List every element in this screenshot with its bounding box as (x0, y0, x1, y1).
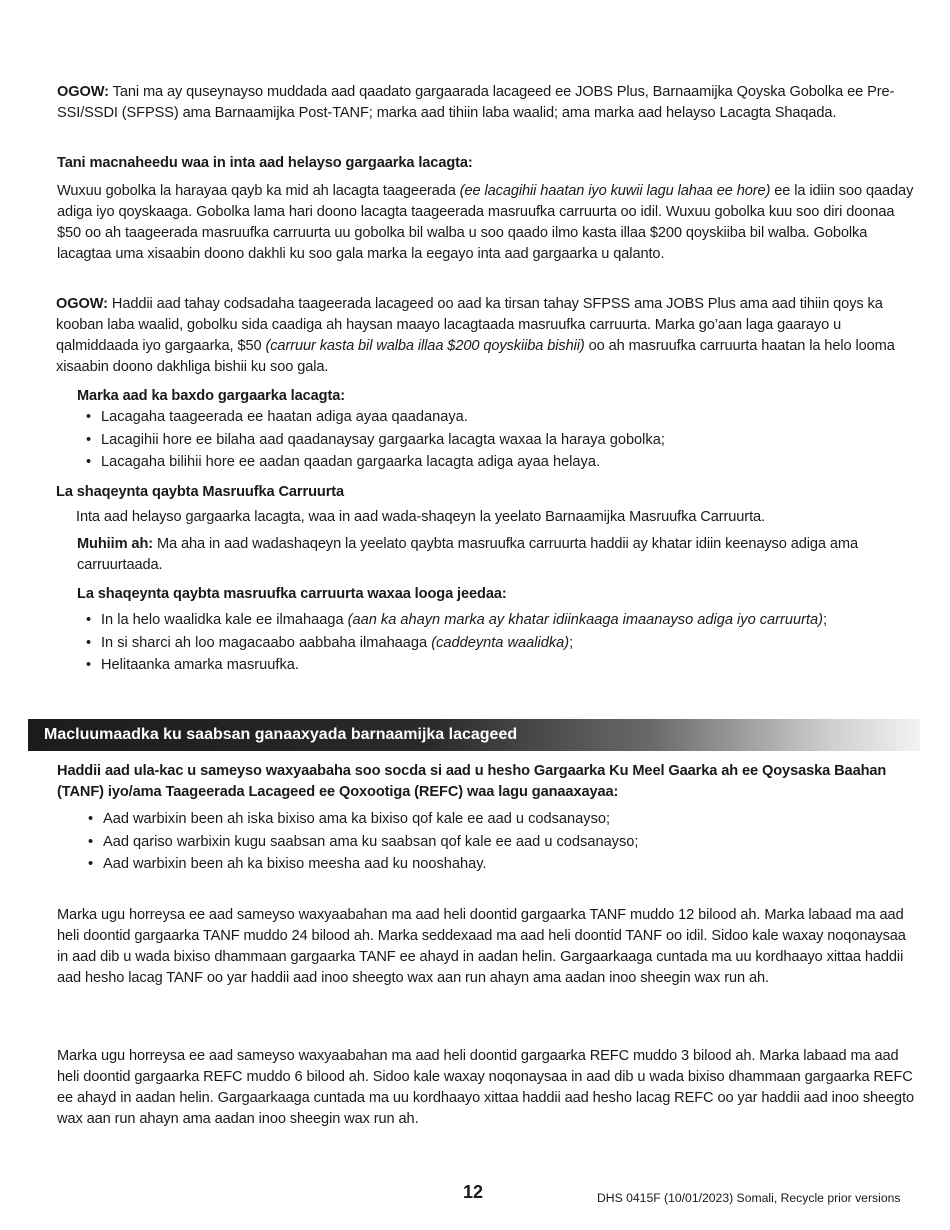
lead-paragraph: Haddii aad ula-kac u sameyso waxyaabaha soo socda si aad u hesho Gargaarka Ku Meel Gaarka ah ee Qoysaska Baahan (TANF) iyo/ama Taageerada Lacageed ee Qoxootiga (REFC) waa lagu ganaaxayaa: (57, 763, 887, 800)
section-heading: Tani macnaheedu waa in inta aad helayso gargaarka lacagta: (57, 155, 473, 171)
subsection-heading: Marka aad ka baxdo gargaarka lacagta: (77, 388, 346, 404)
section-heading: La shaqeynta qaybta Masruufka Carruurta (56, 484, 345, 500)
text-run: In la helo waalidka kale ee ilmahaaga (101, 612, 348, 628)
text-run: Ma aha in aad wadashaqeyn la yeelato qaybta masruufka carruurta haddii ay khatar idiin keenayso adiga ama carruurtaada. (77, 536, 858, 573)
body-paragraph: Inta aad helayso gargaarka lacagta, waa in aad wada-shaqeyn la yeelato Barnaamijka Masruufka Carruurta. (76, 509, 765, 525)
text-run: In si sharci ah loo magacaabo aabbaha ilmahaaga (101, 634, 432, 651)
body-paragraph (57, 181, 915, 265)
text-run: ; (569, 634, 574, 651)
list-item (83, 632, 915, 655)
subsection-heading: La shaqeynta qaybta masruufka carruurta waxaa looga jeedaa: (77, 586, 507, 602)
note-paragraph (56, 294, 916, 378)
bullet-list (83, 406, 915, 474)
list-item: • Aad warbixin been ah iska bixiso ama ka bixiso qof kale ee aad u codsanayso; (85, 808, 915, 831)
text-run: ee la idiin soo qaaday adiga iyo qoyskaaga. Gobolka lama hari doono lacagta taageerada masruufka carruurta oo idil. Wuxuu gobolka kuu soo diri doonaa $50 oo ah taageerada masruufka carruurta uu gobolka bil walba u soo qaado ilmo kasta illaa $200 qoyskiiba bil walba. Gobolka lacagtaa uma xisaabin doono dakhli ku soo gala marka la eegayo inta aad gargaarka u qalanto. (57, 183, 914, 262)
note-label: OGOW: (56, 296, 108, 312)
text-run: ; (823, 612, 828, 628)
note-paragraph (57, 82, 915, 124)
note-text: Tani ma ay quseynayso muddada aad qaadato gargaarada lacageed ee JOBS Plus, Barnaamijka Qoyska Gobolka ee Pre-SSI/SSDI (SFPSS) ama Barnaamijka Post-TANF; marka aad tihiin laba waalid; ama marka aad helayso Lacagta Shaqada. (57, 84, 895, 121)
list-item (83, 609, 915, 632)
list-item (83, 654, 915, 677)
text-run-italic: (aan ka ahayn marka ay khatar idiinkaaga imaanayso adiga iyo carruurta) (347, 612, 824, 628)
text-run: Wuxuu gobolka la harayaa qayb ka mid ah lacagta taageerada (57, 183, 460, 199)
text-run: oo ah masruufka carruurta haatan la helo looma xisaabin doono dakhliga bishii ku soo gala. (56, 338, 895, 375)
page-number: 12 (463, 1182, 484, 1202)
text-run-italic: (ee lacagihii haatan iyo kuwii lagu lahaa ee hore) (459, 183, 771, 199)
tanf-paragraph: Marka ugu horreysa ee aad sameyso waxyaabahan ma aad heli doontid gargaarka TANF muddo 12 bilood ah. Marka labaad ma aad heli doontid gargaarka TANF muddo 24 bilood ah. Marka seddexaad ma aad heli doontid TANF oo idil. Sidoo kale waxay noqonaysaa in aad dib u wada bixiso dhammaan gargaarka TANF ee ahayd in aadan helin. Gargaarkaaga cuntada ma uu kordhaayo xittaa haddii aad hesho lacag TANF oo yar haddii aad inoo sheegto wax aan run ahayn ama aadan inoo sheegin wax run ah. (57, 907, 906, 986)
refc-paragraph: Marka ugu horreysa ee aad sameyso waxyaabahan ma aad heli doontid gargaarka REFC muddo 3 bilood ah. Marka labaad ma aad heli doontid gargaarka REFC muddo 6 bilood ah. Sidoo kale waxay noqonaysaa in aad dib u wada bixiso dhammaan gargaarka REFC ee ahayd in aadan helin. Gargaarkaaga cuntada ma uu kordhaayo xittaa haddii aad hesho lacag REFC oo yar haddii aad inoo sheegto wax aan run ahayn ama aadan inoo sheegin wax run ah. (57, 1048, 915, 1127)
text-run-italic: (caddeynta waalidka) (431, 634, 570, 651)
list-item: • Lacagihii hore ee bilaha aad qaadanaysay gargaarka lacagta waxaa la haraya gobolka; (83, 429, 915, 452)
list-item: • Lacagaha taageerada ee haatan adiga ayaa qaadanaya. (83, 406, 915, 429)
bullet-list (83, 609, 915, 677)
section-banner (28, 719, 920, 751)
text-run: Helitaanka amarka masruufka. (101, 657, 299, 673)
banner-title: Macluumaadka ku saabsan ganaaxyada barnaamijka lacageed (44, 726, 518, 743)
bullet-list (85, 808, 915, 876)
form-code: DHS 0415F (10/01/2023) Somali, Recycle prior versions (597, 1191, 901, 1205)
list-item: • Lacagaha bilihii hore ee aadan qaadan gargaarka lacagta adiga ayaa helaya. (83, 451, 915, 474)
list-item: • Aad warbixin been ah ka bixiso meesha aad ku nooshahay. (85, 853, 915, 876)
text-run-italic: (carruur kasta bil walba illaa $200 qoyskiiba bishii) (265, 338, 585, 354)
note-label: OGOW: (57, 84, 109, 100)
important-label: Muhiim ah: (77, 536, 154, 552)
important-paragraph (77, 534, 915, 576)
text-run: Haddii aad tahay codsadaha taageerada lacageed oo aad ka tirsan tahay SFPSS ama JOBS Plus ama aad tihiin qoys ka kooban laba waalid, gobolku sida caadiga ah haysan maayo lacagtaada masruufka carruurta. Marka go’aan laga gaarayo u qalmiddaada iyo gargaarka, $50 (56, 296, 883, 354)
list-item: • Aad qariso warbixin kugu saabsan ama ku saabsan qof kale ee aad u codsanayso; (85, 831, 915, 854)
